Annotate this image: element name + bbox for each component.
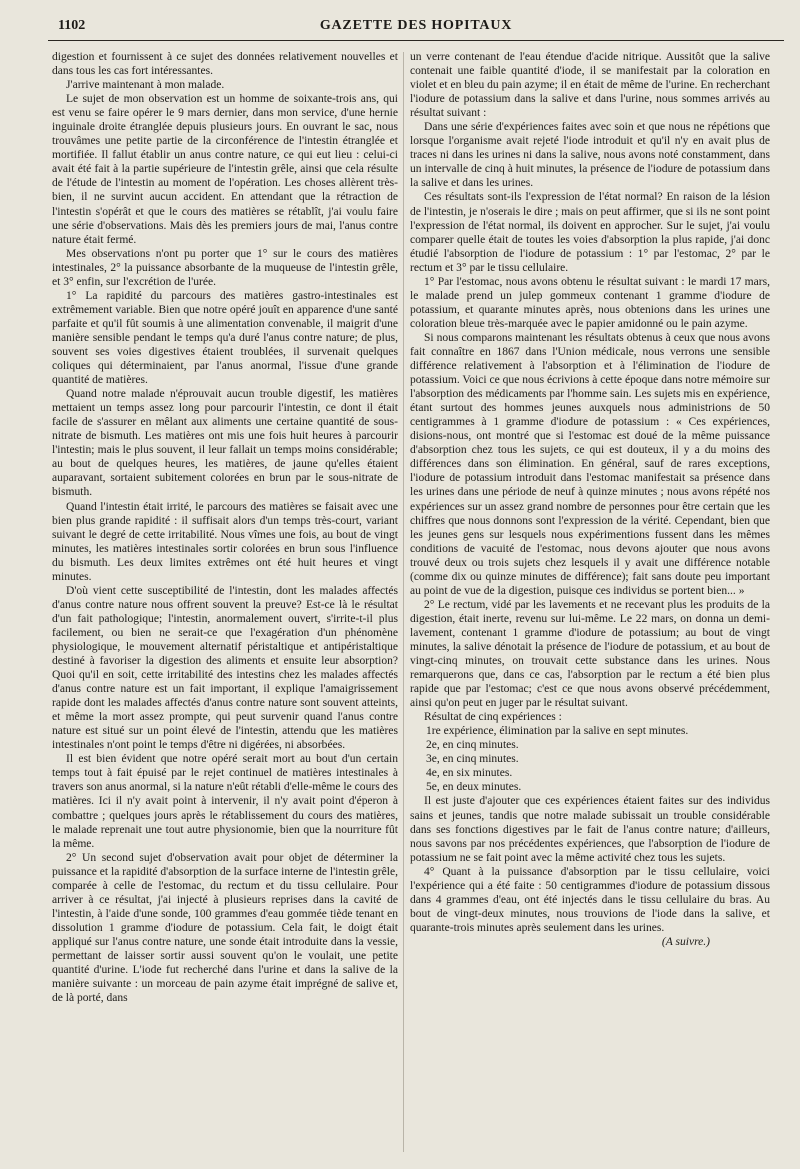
paragraph: 1° La rapidité du parcours des matières gastro-intestinales est extrêmement variable. Bien que notre opéré jouît en apparence d'une santé parfaite et qu'il fût soumis à une alimentation convenable, il maigrit d'une manière sensible pendant le temps qu'a duré l'anus contre nature; de plus, souvent ses voies digestives étaient troublées, il survenait quelques coliques qui déterminaient, par l'anus anormal, l'issue d'une grande quantité de matières. [52,289,398,387]
page-number: 1102 [58,18,86,33]
paragraph: Mes observations n'ont pu porter que 1° sur le cours des matières intestinales, 2° la puissance absorbante de la muqueuse de l'intestin grêle, et 3° enfin, sur l'excrétion de l'urée. [52,247,398,288]
paragraph: un verre contenant de l'eau étendue d'acide nitrique. Aussitôt que la salive contenait une faible quantité d'iode, il se manifestait par la coloration en violet et en bleu du pain azyme; il en était de même de l'urine. En recherchant l'iodure de potassium dans la salive et dans l'urine, nous sommes arrivés au résultat suivant : [410,51,770,120]
to-be-continued: (A suivre.) [661,935,710,948]
paragraph: Quand notre malade n'éprouvait aucun trouble digestif, les matières mettaient un temps assez long pour parcourir l'intestin, ce dont il était facile de s'assurer en mêlant aux aliments une certaine quantité de sous-nitrate de bismuth. Les matières ont mis une fois huit heures à parcourir l'intestin; mais le plus souvent, il leur fallait un temps moins considérable; au bout de quelques heures, les matières, de jaune qu'elles étaient auparavant, sortaient subitement colorées en brun par le sous-nitrate de bismuth. [52,388,398,499]
list-item: 5e, en deux minutes. [426,781,522,794]
right-column [410,50,770,1154]
paragraph: Quand l'intestin était irrité, le parcours des matières se faisait avec une bien plus grande rapidité : il suffisait alors d'un temps très-court, variant suivant le degré de cette irritabilité. Nous vîmes une fois, au bout de vingt minutes, les matières intestinales sortir colorées en brun sous l'influence du bismuth. Les deux limites extrêmes ont été huit heures et vingt minutes. [52,500,398,583]
list-item: 4e, en six minutes. [426,767,513,780]
paragraph: Ces résultats sont-ils l'expression de l'état normal? En raison de la lésion de l'intestin, je n'oserais le dire ; mais on peut affirmer, que si ils ne sont point l'expression de l'état normal, ils doivent en approcher. Sur le sujet, j'ai voulu comparer quelle était de toutes les voies d'absorption la plus rapide, j'ai donc étudié l'absorption de l'iodure de potassium : 1° par l'estomac, 2° par le rectum et 3° par le tissu cellulaire. [410,191,770,274]
paragraph: Il est bien évident que notre opéré serait mort au bout d'un certain temps tout à fait épuisé par le rejet continuel de matières intestinales à travers son anus anormal, si la nature n'eût rétabli d'elle-même le cours des matières. Ici il n'y avait point à intervenir, il n'y avait point d'éperon à combattre ; quelques jours après le rétablissement du cours des matières, le malade reprenait une tout autre physionomie, bien que la nourriture fût la même. [52,753,398,850]
paragraph: digestion et fournissent à ce sujet des données relativement nouvelles et dans tous les cas fort intéressantes. [52,51,398,78]
list-item: 2e, en cinq minutes. [426,739,519,752]
paragraph: Résultat de cinq expériences : [424,711,562,724]
results-list [410,724,770,794]
paragraph: Il est juste d'ajouter que ces expériences étaient faites sur des individus sains et jeunes, tandis que notre malade subissait un trouble considérable dans ses fonctions digestives par le fait de l'anus contre nature; d'ailleurs, nous savons par nos précédentes expériences, que l'absorption de l'iodure de potassium ne se fait point avec la même activité chez tous les sujets. [410,795,770,864]
paragraph: Dans une série d'expériences faites avec soin et que nous ne répétions que lorsque l'organisme avait rejeté l'iode introduit et qu'il n'y en avait plus de traces ni dans les urines ni dans la salive, nous avons noté constamment, dans un intervalle de cinq à huit minutes, la présence de l'iodure de potassium dans la salive et dans les urines. [410,121,770,190]
list-item: 1re expérience, élimination par la salive en sept minutes. [426,725,689,738]
paragraph: 2° Le rectum, vidé par les lavements et ne recevant plus les produits de la digestion, était inerte, revenu sur lui-même. Le 22 mars, on donna un demi-lavement, contenant 1 gramme d'iodure de potassium; au bout de vingt minutes, la salive dénotait la présence de l'iodure de potassium, et au bout de vingt-cinq minutes, on trouvait cette substance dans les urines. Nous remarquerons que, dans ce cas, l'absorption par le rectum a été bien plus rapide que par l'estomac; c'est ce que nous avons observé précédemment, ainsi qu'on peut en juger par le résultat suivant. [410,598,770,710]
page-header [48,14,784,41]
paragraph: D'où vient cette susceptibilité de l'intestin, dont les malades affectés d'anus contre nature nous offrent souvent la preuve? Est-ce là le résultat d'un fait pathologique; l'intestin, anormalement ouvert, s'irrite-t-il plus facilement, ou bien ne serait-ce que l'exagération d'un phénomène physiologique, le mouvement alternatif péristaltique et antipéristaltique destiné à favoriser la digestion des aliments et ensuite leur absorption? Quoi qu'il en soit, cette irritabilité des intestins chez les malades affectés d'anus contre nature est un fait important, il explique l'amaigrissement rapide dont les malades affectés d'anus contre nature sont souvent atteints, et même la mort assez prompte, qui peut survenir quand l'anus contre nature est situé sur un point élevé de l'intestin, attendu que les matières intestinales n'ont point le temps d'être ni digérées, ni absorbées. [52,584,398,752]
left-column [52,50,398,1154]
column-divider [403,52,404,1152]
paragraph: Le sujet de mon observation est un homme de soixante-trois ans, qui est venu se faire opérer le 9 mars dernier, dans mon service, d'une hernie inguinale droite étranglée depuis plusieurs jours. En ouvrant le sac, nous trouvâmes une petite partie de la circonférence de l'intestin étranglée et mortifiée. Il fallut établir un anus contre nature, ce qui eut lieu : celui-ci avait été fait à la partie supérieure de l'intestin grêle, ainsi que cela résulte de l'étude de l'intestin au moment de l'opération. Les choses allèrent très-bien, il ne survint aucun accident. En attendant que la rétraction de l'intestin s'opérât et que le cours des matières se rétablît, j'ai voulu faire une série d'observations. Mais dès les premiers jours de mai, l'anus contre nature était fermé. [52,93,398,246]
paragraph: 4° Quant à la puissance d'absorption par le tissu cellulaire, voici l'expérience qui a été faite : 50 centigrammes d'iodure de potassium dissous dans 4 grammes d'eau, ont été injectés dans le tissu cellulaire du bras. Au bout de vingt-deux minutes, nous trouvions de l'iode dans la salive, et quarante-trois minutes après seulement dans les urines. [410,865,770,934]
list-item: 3e, en cinq minutes. [426,753,519,766]
paragraph: 2° Un second sujet d'observation avait pour objet de déterminer la puissance et la rapidité d'absorption de la surface interne de l'intestin grêle, comparée à celle de l'estomac, du rectum et du tissu cellulaire. Pour arriver à ce résultat, j'ai injecté à plusieurs reprises dans la cavité de l'intestin, à l'aide d'une sonde, 100 grammes d'eau gommée tiède tenant en dissolution 1 gramme d'iodure de potassium. Cela fait, le doigt était appliqué sur l'anus contre nature, une sonde était introduite dans la vessie, permettant de laisser sortir aussi souvent qu'on le voulait, une petite quantité d'urine. L'iode fut recherché dans l'urine et dans la salive de la manière suivante : un morceau de pain azyme était imprégné de salive et, de là porté, dans [52,851,398,1005]
paragraph: J'arrive maintenant à mon malade. [66,79,225,92]
paragraph: Si nous comparons maintenant les résultats obtenus à ceux que nous avons fait connaître en 1867 dans l'Union médicale, nous verrons une sensible différence relativement à l'absorption et à l'élimination de l'iodure de potassium. Voici ce que nous écrivions à cette époque dans notre mémoire sur l'absorption des médicaments par l'homme sain. Les sujets mis en expérience, étant surtout des hommes jeunes auxquels nous administrions de 50 centigrammes à 1 gramme d'iodure de potassium : « Ces expériences, disions-nous, ont montré que si l'estomac est doué de la même puissance d'absorption chez tous les sujets, ce qui est douteux, il y a du moins des différences dans son élimination. En général, sauf de rares exceptions, l'iodure de potassium introduit dans l'estomac manifestait sa présence dans les urines dans une période de neuf à quinze minutes ; nous avons répété nos expériences sur un assez grand nombre de personnes pour être certain que les chiffres que nous donnons sont l'expression de la vérité. Cependant, bien que les jeunes gens sur lesquels nous expérimentions fussent dans les mêmes conditions de vacuité de l'estomac, nous devons ajouter que nous avons trouvé deux ou trois sujets chez lesquels il y avait une différence notable (comme dix ou quinze minutes de différence); fait sans doute peu important au point de vue de la digestion, puisque ces individus se portent bien... » [410,331,770,597]
paragraph: 1° Par l'estomac, nous avons obtenu le résultat suivant : le mardi 17 mars, le malade prend un julep gommeux contenant 1 gramme d'iodure de potassium, et quarante minutes après, nous obtenions dans les urines une coloration bleue très-marquée avec le papier amidonné ou le pain azyme. [410,275,770,330]
running-title: GAZETTE DES HOPITAUX [319,18,513,33]
